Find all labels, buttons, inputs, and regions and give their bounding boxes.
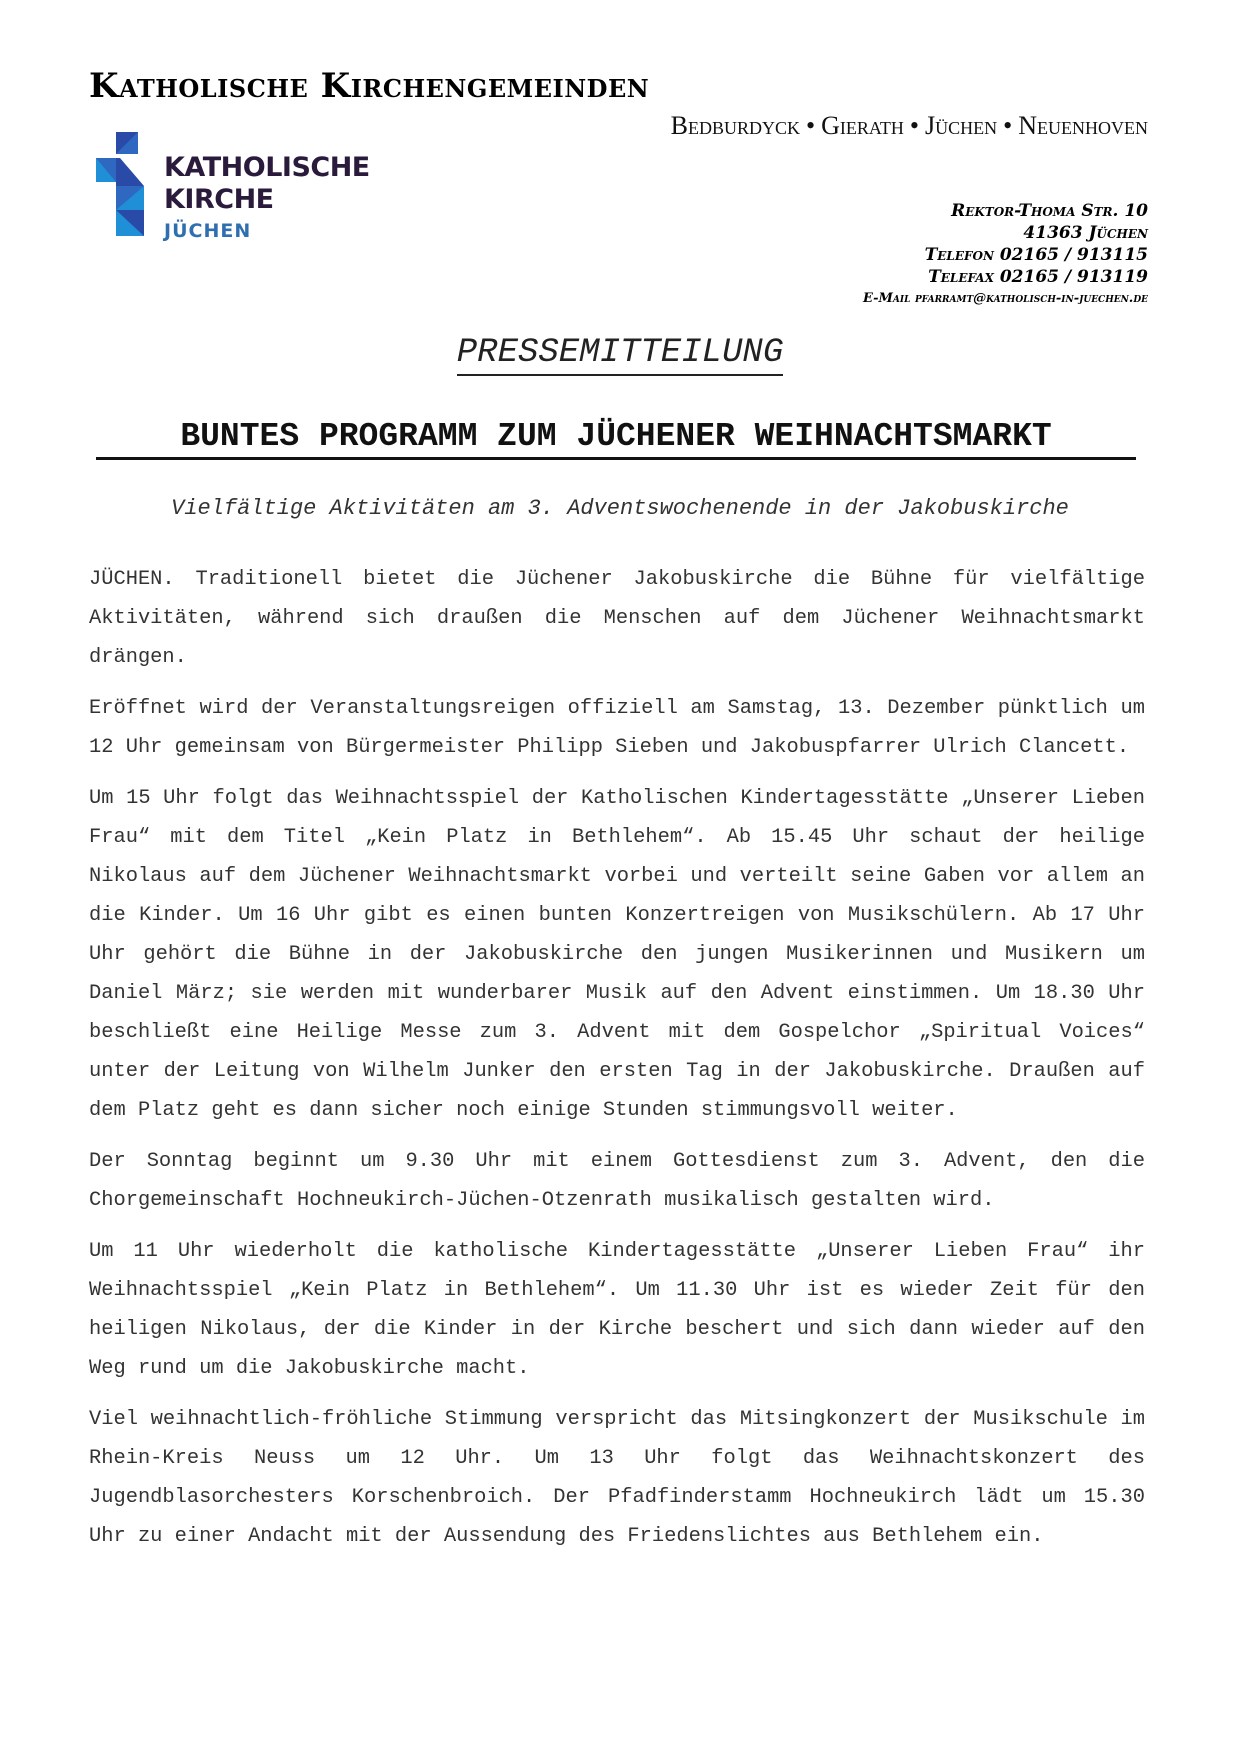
- cross-icon: [96, 132, 152, 236]
- article-body: [89, 560, 1145, 1568]
- parish-name: Neuenhoven: [1018, 111, 1148, 140]
- paragraph: Viel weihnachtlich-fröhliche Stimmung verspricht das Mitsingkonzert der Musikschule im Rhein-Kreis Neuss um 12 Uhr. Um 13 Uhr folgt das Weihnachtskonzert des Jugendblasorchesters Korschenbroich. Der Pfadfinderstamm Hochneukirch lädt um 15.30 Uhr zu einer Andacht mit der Aussendung des Friedenslichtes aus Bethlehem ein.: [89, 1408, 1145, 1548]
- cross-tile: [116, 158, 144, 186]
- paragraph: JÜCHEN. Traditionell bietet die Jüchener Jakobuskirche die Bühne für vielfältige Aktivitäten, während sich draußen die Menschen auf dem Jüchener Weihnachtsmarkt drängen.: [89, 568, 1145, 669]
- logo-text-line: KATHOLISCHE: [164, 152, 370, 183]
- paragraph: Eröffnet wird der Veranstaltungsreigen offiziell am Samstag, 13. Dezember pünktlich um 12 Uhr gemeinsam von Bürgermeister Philipp Sieben und Jakobuspfarrer Ulrich Clancett.: [89, 697, 1145, 759]
- logo-text-line: KIRCHE: [164, 184, 274, 215]
- headline: BUNTES PROGRAMM ZUM JÜCHENER WEIHNACHTSMARKT: [96, 418, 1136, 460]
- contact-fax: Telefax 02165 / 913119: [928, 267, 1148, 287]
- parish-name: Jüchen: [925, 111, 998, 140]
- document-type-label: [0, 334, 1240, 372]
- contact-city: 41363 Jüchen: [1023, 223, 1148, 243]
- contact-block: [863, 200, 1148, 310]
- church-logo: [96, 128, 370, 246]
- contact-phone: Telefon 02165 / 913115: [924, 245, 1148, 265]
- paragraph: Um 11 Uhr wiederholt die katholische Kindertagesstätte „Unserer Lieben Frau“ ihr Weihnachtsspiel „Kein Platz in Bethlehem“. Um 11.30 Uhr ist es wieder Zeit für den heiligen Nikolaus, der die Kinder in der Kirche beschert und sich dann wieder auf den Weg rund um die Jakobuskirche macht.: [89, 1240, 1145, 1380]
- contact-address: Rektor-Thoma Str. 10: [951, 201, 1148, 221]
- press-release-label: PRESSEMITTEILUNG: [457, 334, 783, 376]
- organization-title: Katholische Kirchengemeinden: [89, 66, 650, 106]
- parish-list: [671, 111, 1148, 141]
- subtitle: Vielfältige Aktivitäten am 3. Adventswochenende in der Jakobuskirche: [171, 496, 1069, 521]
- logo-town: JÜCHEN: [164, 220, 252, 242]
- bullet-separator: •: [806, 111, 816, 140]
- paragraph: Der Sonntag beginnt um 9.30 Uhr mit einem Gottesdienst zum 3. Advent, den die Chorgemeinschaft Hochneukirch-Jüchen-Otzenrath musikalisch gestalten wird.: [89, 1150, 1145, 1212]
- paragraph: Um 15 Uhr folgt das Weihnachtsspiel der Katholischen Kindertagesstätte „Unserer Lieben Frau“ mit dem Titel „Kein Platz in Bethlehem“. Ab 15.45 Uhr schaut der heilige Nikolaus auf dem Jüchener Weihnachtsmarkt vorbei und verteilt seine Gaben vor allem an die Kinder. Um 16 Uhr gibt es einen bunten Konzertreigen von Musikschülern. Ab 17 Uhr Uhr gehört die Bühne in der Jakobuskirche den jungen Musikerinnen und Musikern um Daniel März; sie werden mit wunderbarer Musik auf den Advent einstimmen. Um 18.30 Uhr beschließt eine Heilige Messe zum 3. Advent mit dem Gospelchor „Spiritual Voices“ unter der Leitung von Wilhelm Junker den ersten Tag in der Jakobuskirche. Draußen auf dem Platz geht es dann sicher noch einige Stunden stimmungsvoll weiter.: [89, 787, 1145, 1122]
- parish-name: Bedburdyck: [670, 111, 800, 140]
- bullet-separator: •: [909, 111, 919, 140]
- contact-email: E-Mail pfarramt@katholisch-in-juechen.de: [862, 291, 1148, 306]
- bullet-separator: •: [1003, 111, 1013, 140]
- parish-name: Gierath: [821, 111, 904, 140]
